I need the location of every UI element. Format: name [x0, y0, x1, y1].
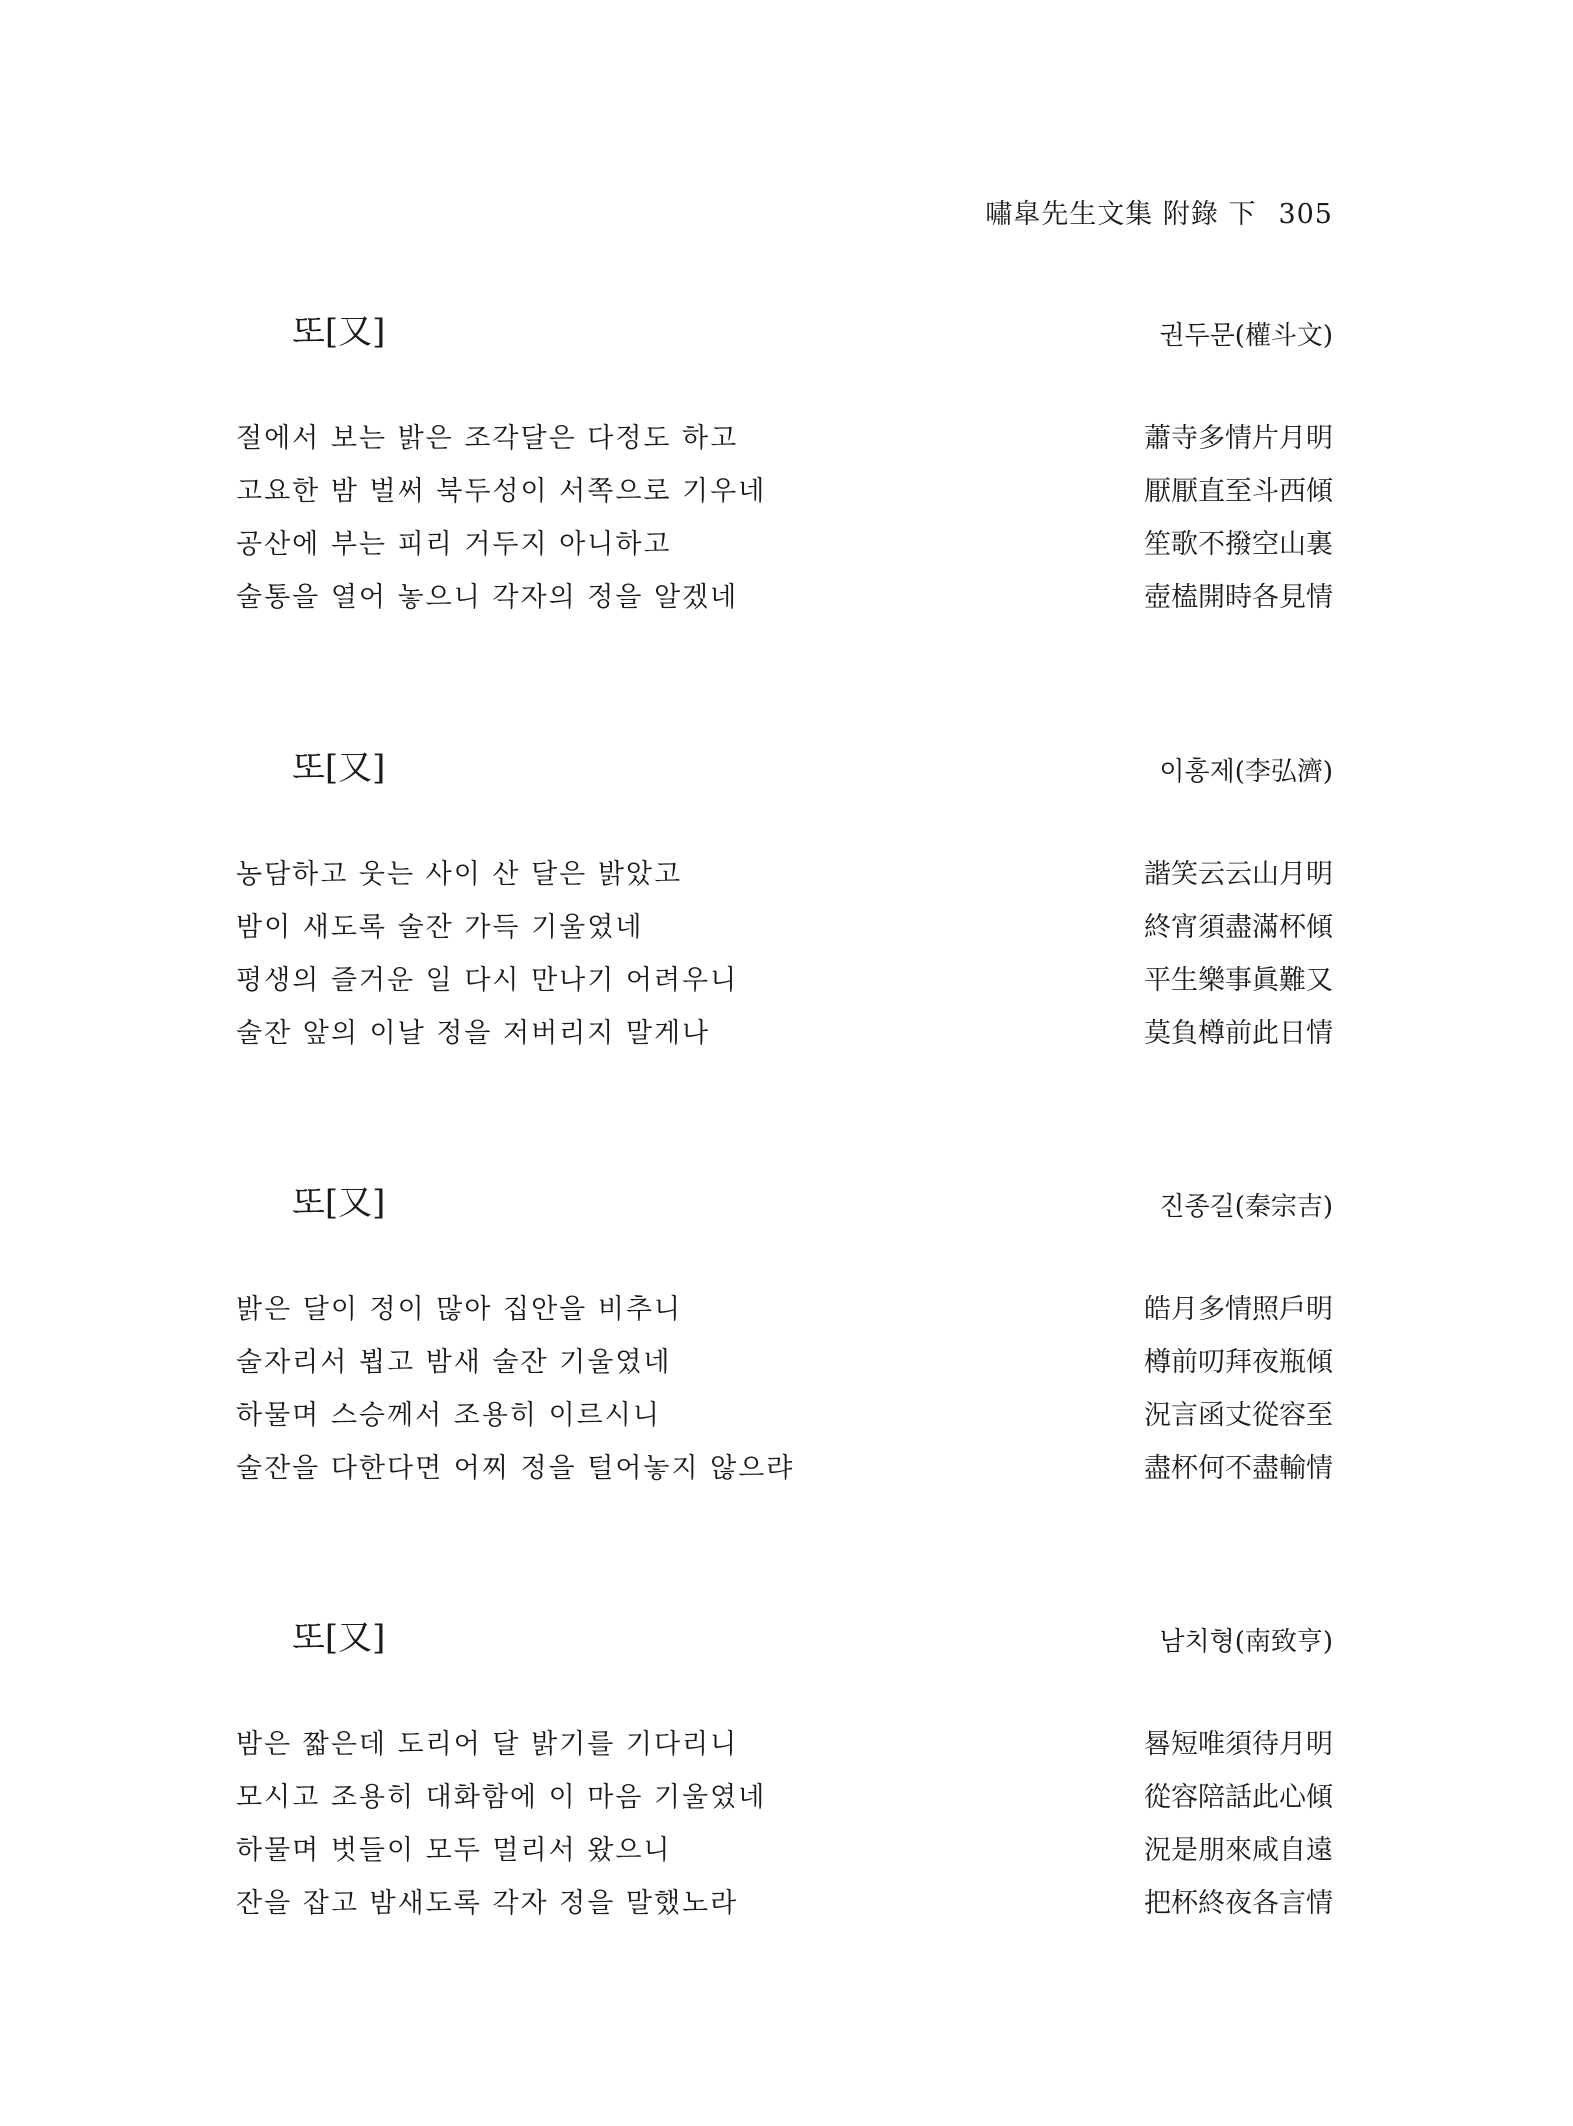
- hanja-line: 把杯終夜各言情: [1144, 1888, 1333, 1919]
- hanja-line: 晷短唯須待月明: [1144, 1729, 1333, 1760]
- hanja-line: 壺榼開時各見情: [1144, 582, 1333, 613]
- poem-lines: [0, 858, 1573, 1070]
- hanja-line: 笙歌不撥空山裏: [1144, 529, 1333, 560]
- poem-lines: [0, 1293, 1573, 1505]
- book-title: 嘯皐先生文集 附錄 下: [985, 199, 1257, 230]
- korean-line: 하물며 벗들이 모두 멀리서 왔으니: [236, 1835, 672, 1866]
- poem-author: 권두문(權斗文): [1159, 321, 1333, 351]
- hanja-line: 平生樂事眞難又: [1144, 965, 1333, 996]
- hanja-line: 諧笑云云山月明: [1144, 859, 1333, 890]
- korean-line: 평생의 즐거운 일 다시 만나기 어려우니: [236, 965, 739, 996]
- poem-line: [0, 1834, 1573, 1887]
- poem-line: [0, 475, 1573, 528]
- poem-line: [0, 528, 1573, 581]
- korean-line: 술잔을 다한다면 어찌 정을 털어놓지 않으랴: [236, 1453, 795, 1484]
- poem-line: [0, 858, 1573, 911]
- korean-line: 술자리서 뵙고 밤새 술잔 기울였네: [236, 1347, 672, 1378]
- poem-line: [0, 964, 1573, 1017]
- korean-line: 밝은 달이 정이 많아 집안을 비추니: [236, 1294, 683, 1325]
- poem-author: 이홍제(李弘濟): [1159, 757, 1333, 787]
- poem-title: 또[又]: [292, 312, 386, 352]
- hanja-line: 厭厭直至斗西傾: [1144, 476, 1333, 507]
- korean-line: 농담하고 웃는 사이 산 달은 밝았고: [236, 859, 683, 890]
- poem-lines: [0, 422, 1573, 634]
- poem-line: [0, 1346, 1573, 1399]
- running-header: [985, 192, 1333, 231]
- page-number: 305: [1278, 199, 1333, 230]
- poem-lines: [0, 1728, 1573, 1940]
- poem-line: [0, 1728, 1573, 1781]
- poem-line: [0, 1293, 1573, 1346]
- hanja-line: 從容陪話此心傾: [1144, 1782, 1333, 1813]
- hanja-line: 皓月多情照戶明: [1144, 1294, 1333, 1325]
- poem-title: 또[又]: [292, 1183, 386, 1223]
- korean-line: 술잔 앞의 이날 정을 저버리지 말게나: [236, 1018, 711, 1049]
- poem-line: [0, 911, 1573, 964]
- korean-line: 모시고 조용히 대화함에 이 마음 기울였네: [236, 1782, 767, 1813]
- poem-line: [0, 1452, 1573, 1505]
- poem-title: 또[又]: [292, 748, 386, 788]
- hanja-line: 蕭寺多情片月明: [1144, 423, 1333, 454]
- poem-line: [0, 1399, 1573, 1452]
- poem-line: [0, 1887, 1573, 1940]
- korean-line: 밤이 새도록 술잔 가득 기울였네: [236, 912, 644, 943]
- korean-line: 공산에 부는 피리 거두지 아니하고: [236, 529, 672, 560]
- poem-line: [0, 1781, 1573, 1834]
- hanja-line: 況言函丈從容至: [1144, 1400, 1333, 1431]
- poem-line: [0, 581, 1573, 634]
- korean-line: 술통을 열어 놓으니 각자의 정을 알겠네: [236, 582, 739, 613]
- korean-line: 잔을 잡고 밤새도록 각자 정을 말했노라: [236, 1888, 739, 1919]
- korean-line: 밤은 짧은데 도리어 달 밝기를 기다리니: [236, 1729, 739, 1760]
- korean-line: 절에서 보는 밝은 조각달은 다정도 하고: [236, 423, 739, 454]
- korean-line: 고요한 밤 벌써 북두성이 서쪽으로 기우네: [236, 476, 767, 507]
- hanja-line: 莫負樽前此日情: [1144, 1018, 1333, 1049]
- hanja-line: 樽前叨拜夜瓶傾: [1144, 1347, 1333, 1378]
- poem-author: 남치형(南致亨): [1159, 1627, 1333, 1657]
- hanja-line: 盡杯何不盡輸情: [1144, 1453, 1333, 1484]
- poem-title: 또[又]: [292, 1618, 386, 1658]
- hanja-line: 終宵須盡滿杯傾: [1144, 912, 1333, 943]
- korean-line: 하물며 스승께서 조용히 이르시니: [236, 1400, 661, 1431]
- poem-line: [0, 422, 1573, 475]
- poem-line: [0, 1017, 1573, 1070]
- poem-author: 진종길(秦宗吉): [1159, 1192, 1333, 1222]
- hanja-line: 況是朋來咸自遠: [1144, 1835, 1333, 1866]
